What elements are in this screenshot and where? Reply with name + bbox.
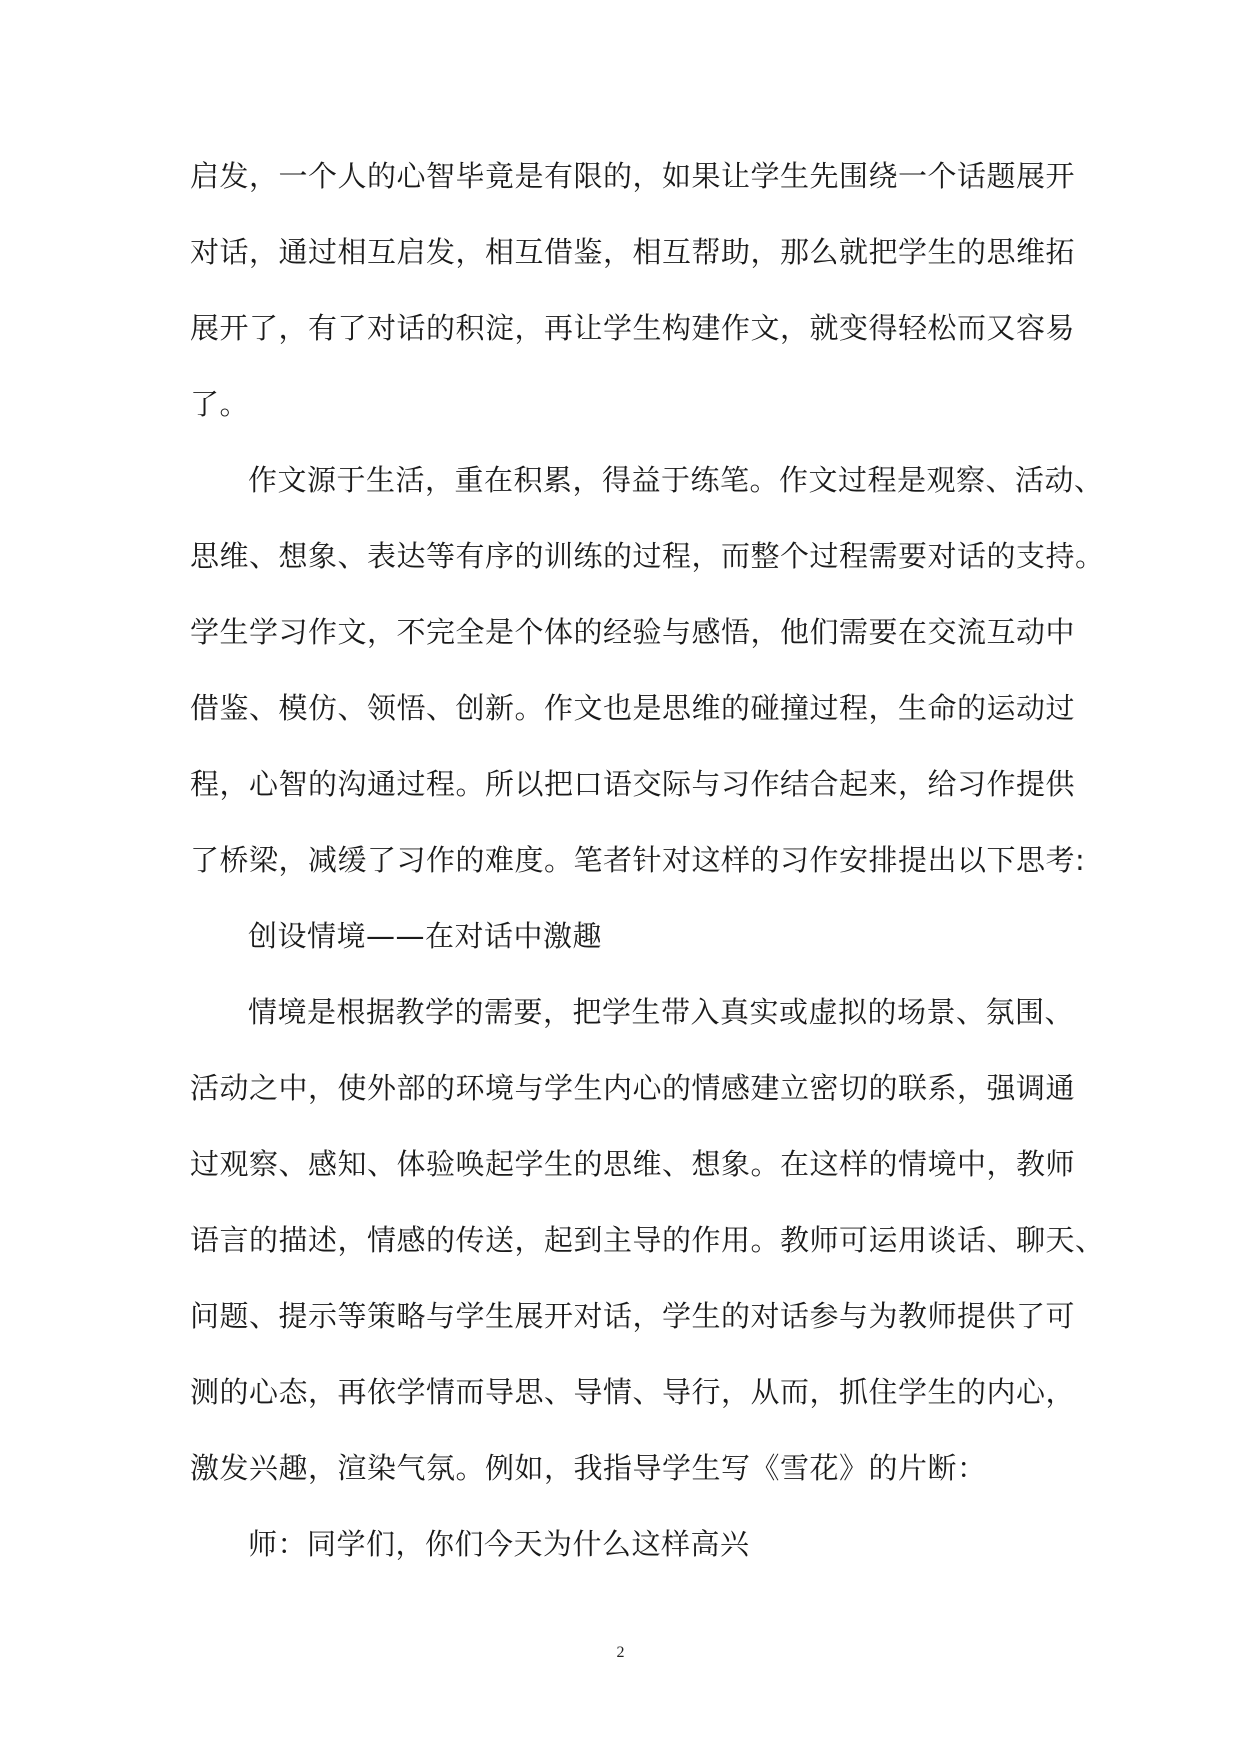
text-line: 创设情境——在对话中激趣 xyxy=(248,919,603,953)
page-number: 2 xyxy=(616,1644,625,1661)
text-line: 激发兴趣，渲染气氛。例如，我指导学生写《雪花》的片断： xyxy=(190,1451,987,1485)
text-line: 学生学习作文，不完全是个体的经验与感悟，他们需要在交流互动中 xyxy=(190,615,1076,649)
text-line: 问题、提示等策略与学生展开对话，学生的对话参与为教师提供了可 xyxy=(190,1299,1076,1333)
text-line: 作文源于生活，重在积累，得益于练笔。作文过程是观察、活动、 xyxy=(248,463,1104,497)
text-line: 师：同学们，你们今天为什么这样高兴 xyxy=(248,1527,750,1561)
text-line: 程，心智的沟通过程。所以把口语交际与习作结合起来，给习作提供 xyxy=(190,767,1076,801)
text-line: 思维、想象、表达等有序的训练的过程，而整个过程需要对话的支持。 xyxy=(190,539,1105,573)
text-line: 了桥梁，减缓了习作的难度。笔者针对这样的习作安排提出以下思考: xyxy=(190,843,1086,877)
text-line: 启发，一个人的心智毕竟是有限的，如果让学生先围绕一个话题展开 xyxy=(190,159,1076,193)
text-line: 活动之中，使外部的环境与学生内心的情感建立密切的联系，强调通 xyxy=(190,1071,1076,1105)
text-line: 展开了，有了对话的积淀，再让学生构建作文，就变得轻松而又容易 xyxy=(190,311,1076,345)
text-line: 测的心态，再依学情而导思、导情、导行，从而，抓住学生的内心， xyxy=(190,1375,1076,1409)
body-text xyxy=(190,148,1105,1592)
text-line: 借鉴、模仿、领悟、创新。作文也是思维的碰撞过程，生命的运动过 xyxy=(190,691,1076,725)
text-line: 对话，通过相互启发，相互借鉴，相互帮助，那么就把学生的思维拓 xyxy=(190,235,1076,269)
text-line: 过观察、感知、体验唤起学生的思维、想象。在这样的情境中，教师 xyxy=(190,1147,1076,1181)
text-line: 情境是根据教学的需要，把学生带入真实或虚拟的场景、氛围、 xyxy=(248,995,1075,1029)
text-line: 了。 xyxy=(190,387,250,421)
text-line: 语言的描述，情感的传送，起到主导的作用。教师可运用谈话、聊天、 xyxy=(190,1223,1105,1257)
